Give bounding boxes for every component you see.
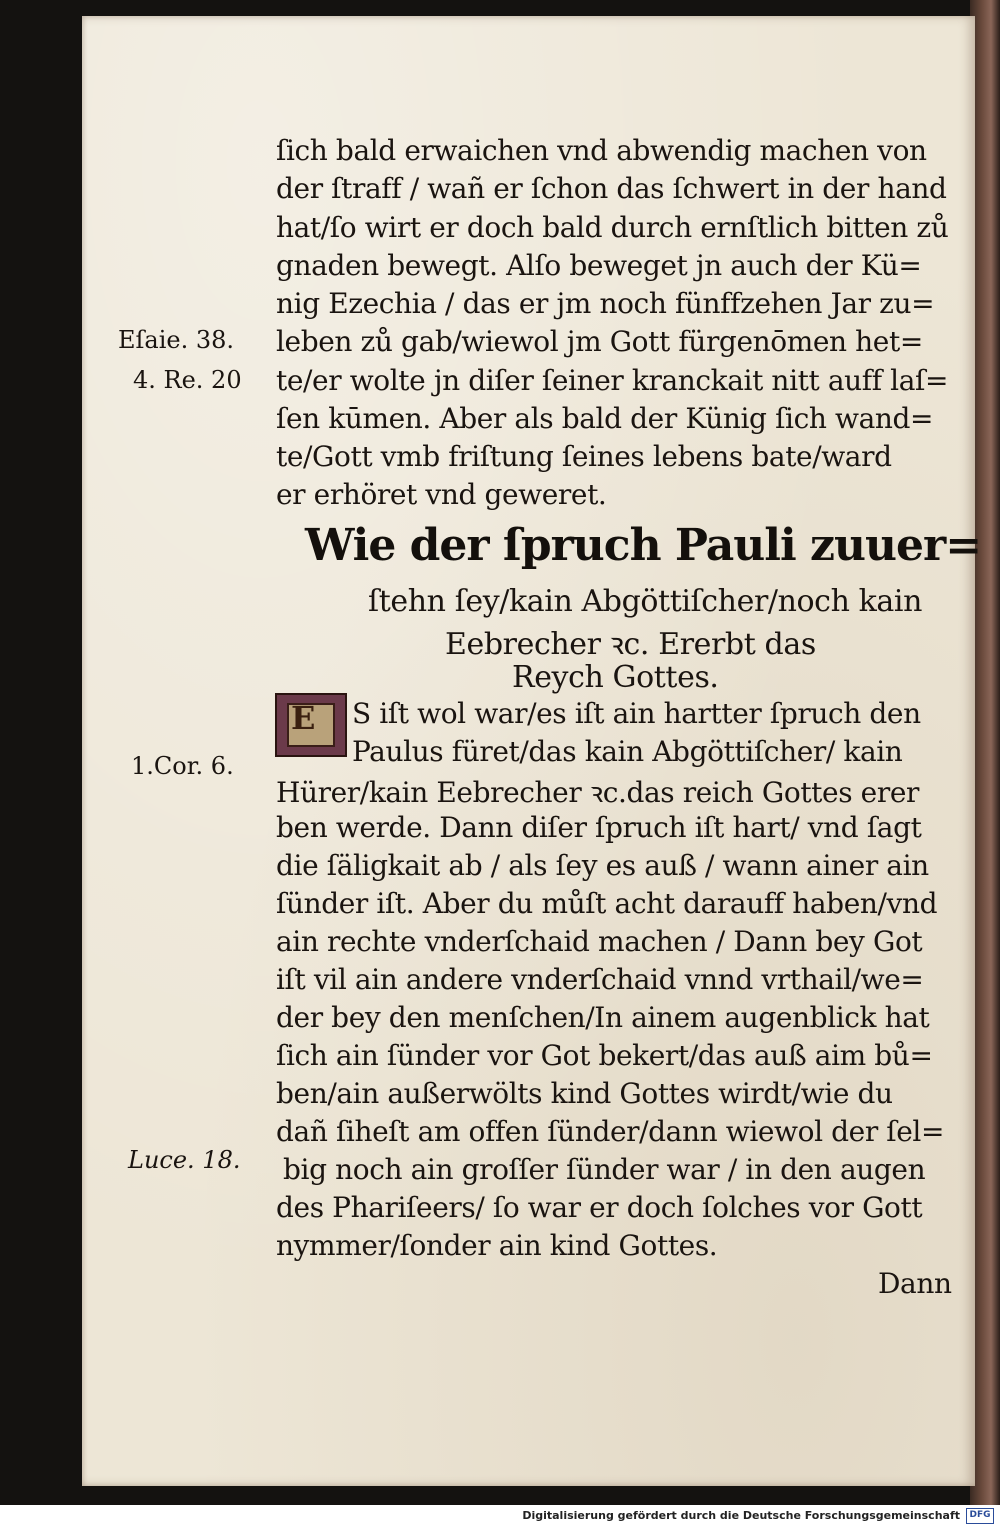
margin-note-luce: Luce. 18. [128, 1146, 241, 1174]
text-line: Hürer/kain Eebrecher ꝛc.das reich Gottes erer [276, 776, 919, 809]
text-line: iſt vil ain andere vnderſchaid vnnd vrthail/we= [276, 963, 924, 996]
text-line: hat/ſo wirt er doch bald durch ernſtlich bitten zů [276, 211, 949, 244]
text-line: ben werde. Dann diſer ſpruch iſt hart/ vnd ſagt [276, 811, 922, 844]
heading-line-1: Wie der ſpruch Pauli zuuer= [305, 520, 982, 571]
text-line: ſünder iſt. Aber du můſt acht darauff haben/vnd [276, 887, 938, 920]
text-line: nymmer/ſonder ain kind Gottes. [276, 1229, 718, 1262]
text-line: ben/ain außerwölts kind Gottes wirdt/wie du [276, 1077, 893, 1110]
heading-line-4: Reych Gottes. [512, 660, 719, 695]
text-line: nig Ezechia / das er jm noch fünffzehen Jar zu= [276, 287, 935, 320]
margin-note-esaie: Eſaie. 38. [118, 326, 235, 354]
margin-note-cor: 1.Cor. 6. [131, 752, 234, 780]
text-line: er erhöret vnd geweret. [276, 478, 607, 511]
decorated-initial [275, 693, 347, 757]
text-line: ſich ain ſünder vor Got bekert/das auß aim bů= [276, 1039, 933, 1072]
heading-line-2: ſtehn ſey/kain Abgöttiſcher/noch kain [368, 584, 923, 619]
text-line: ain rechte vnderſchaid machen / Dann bey Got [276, 925, 923, 958]
text-line: ſen kūmen. Aber als bald der Künig ſich wand= [276, 402, 934, 435]
text-line: gnaden bewegt. Alſo beweget jn auch der Kü= [276, 249, 922, 282]
text-line: S iſt wol war/es iſt ain hartter ſpruch den [352, 697, 921, 730]
text-line: dañ ſiheſt am offen ſünder/dann wiewol der ſel= [276, 1115, 945, 1148]
margin-note-reg: 4. Re. 20 [133, 366, 242, 394]
text-line: der bey den menſchen/In ainem augenblick hat [276, 1001, 930, 1034]
initial-letter: E [291, 699, 316, 737]
catchword: Dann [878, 1267, 952, 1300]
text-line: ſich bald erwaichen vnd abwendig machen von [276, 134, 927, 167]
text-line: te/er wolte jn diſer ſeiner kranckait nitt auff laſ= [276, 364, 949, 397]
text-line: des Phariſeers/ ſo war er doch ſolches vor Gott [276, 1191, 923, 1224]
text-line: leben zů gab/wiewol jm Gott fürgenōmen het= [276, 325, 923, 358]
text-line: der ſtraff / wañ er ſchon das ſchwert in der hand [276, 172, 947, 205]
dfg-logo-icon: DFG [966, 1508, 994, 1524]
text-line: Paulus füret/das kain Abgöttiſcher/ kain [352, 735, 903, 768]
heading-line-3: Eebrecher ꝛc. Ererbt das [445, 627, 816, 662]
text-line: die ſäligkait ab / als ſey es auß / wann ainer ain [276, 849, 929, 882]
funding-credit: Digitalisierung gefördert durch die Deutsche Forschungsgemeinschaft [522, 1509, 960, 1522]
text-line: te/Gott vmb friſtung ſeines lebens bate/ward [276, 440, 892, 473]
footer-bar [0, 1505, 1000, 1528]
text-line: big noch ain groſſer ſünder war / in den augen [283, 1153, 926, 1186]
